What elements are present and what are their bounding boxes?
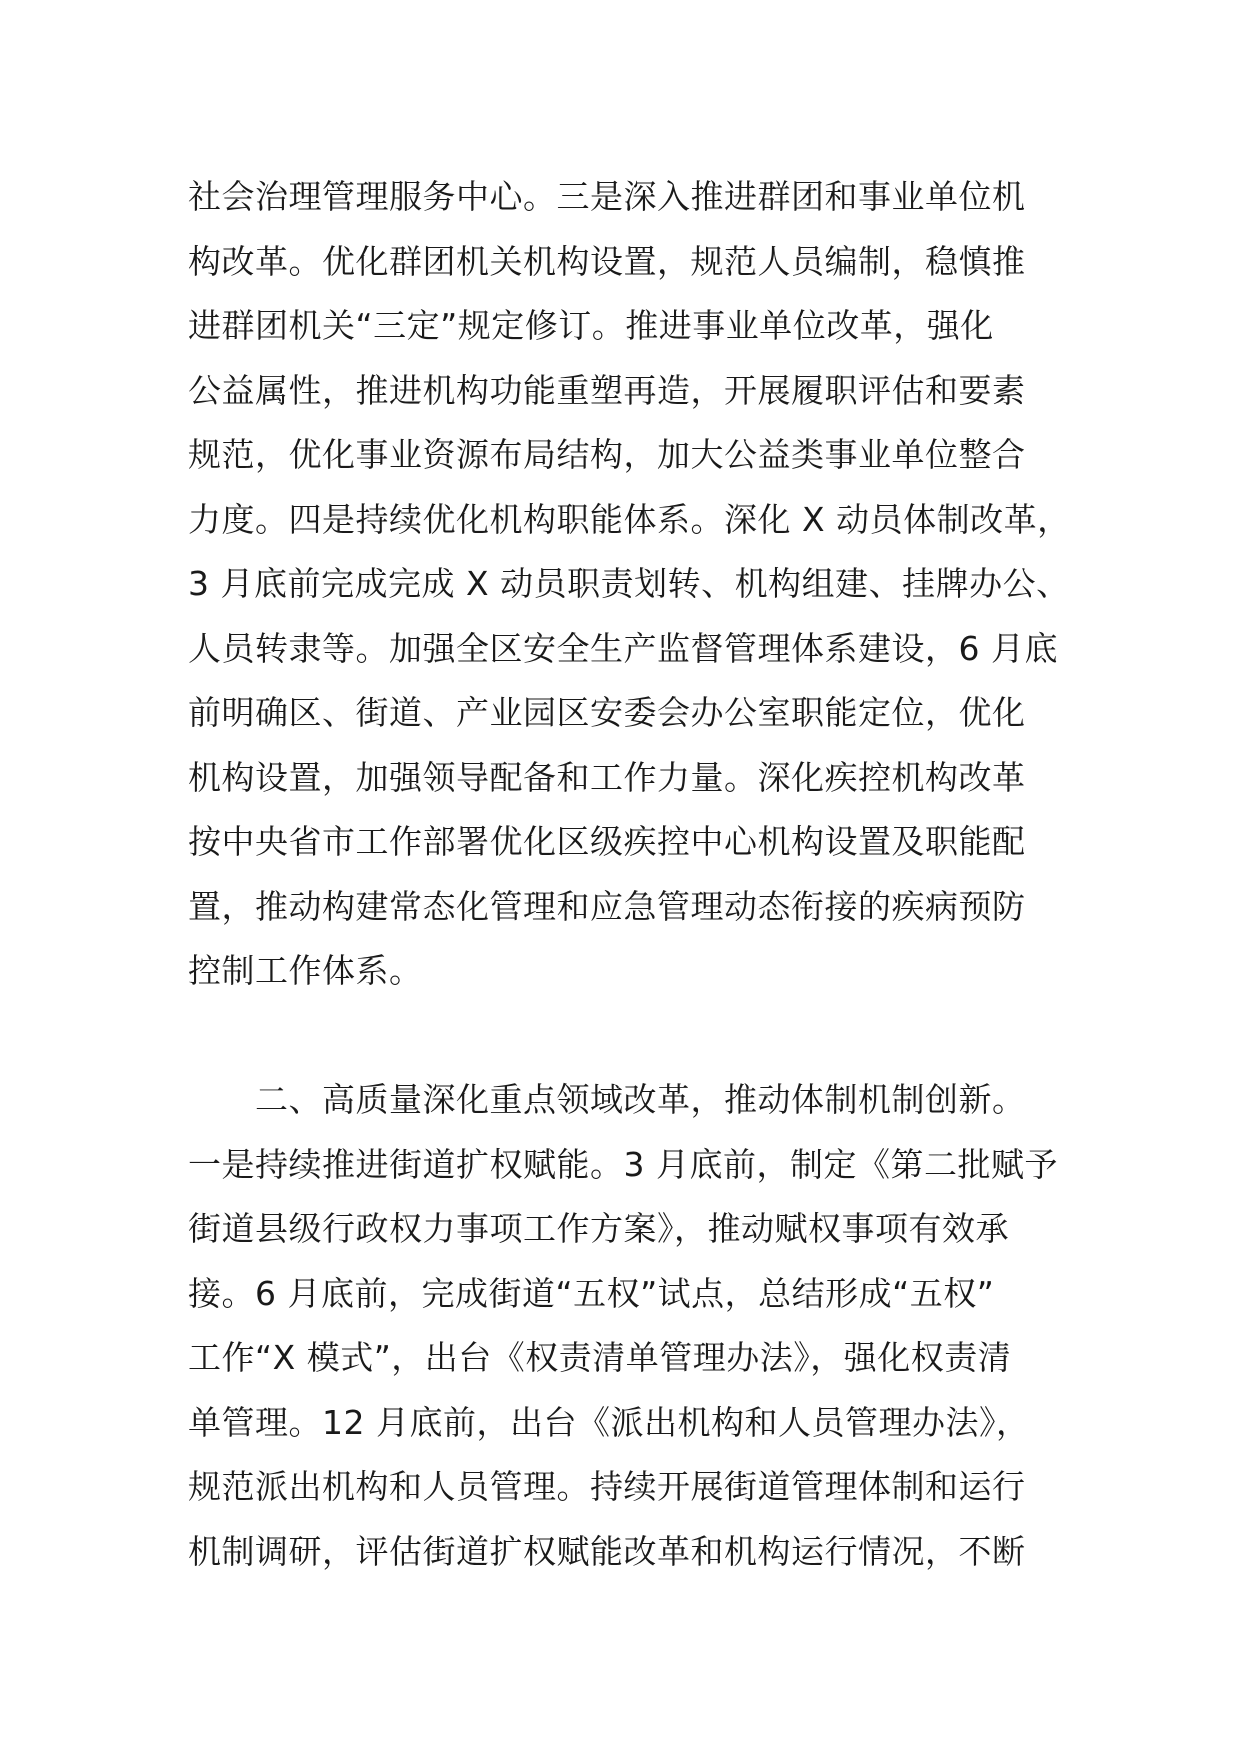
- paragraph-line: 公益属性，推进机构功能重塑再造，开展履职评估和要素: [188, 370, 1026, 410]
- paragraph-line: 3 月底前完成完成 X 动员职责划转、机构组建、挂牌办公、: [188, 564, 1070, 603]
- paragraph-line: 机构设置，加强领导配备和工作力量。深化疾控机构改革: [188, 757, 1026, 797]
- paragraph-line: 人员转隶等。加强全区安全生产监督管理体系建设，6 月底: [188, 628, 1058, 668]
- paragraph-1: [188, 165, 1088, 1004]
- paragraph-line: 进群团机关“三定”规定修订。推进事业单位改革，强化: [188, 306, 994, 345]
- paragraph-line: 单管理。12 月底前，出台《派出机构和人员管理办法》，: [188, 1402, 1030, 1442]
- paragraph-line: 规范派出机构和人员管理。持续开展街道管理体制和运行: [188, 1467, 1026, 1506]
- paragraph-line: 机制调研，评估街道扩权赋能改革和机构运行情况，不断: [188, 1531, 1026, 1571]
- paragraph-line: 控制工作体系。: [188, 951, 423, 990]
- paragraph-line: 社会治理管理服务中心。三是深入推进群团和事业单位机: [188, 177, 1026, 216]
- section-heading-line: 二、高质量深化重点领域改革，推动体制机制创新。: [188, 1080, 1026, 1119]
- paragraph-line: 置，推动构建常态化管理和应急管理动态衔接的疾病预防: [188, 886, 1026, 926]
- paragraph-line: 按中央省市工作部署优化区级疾控中心机构设置及职能配: [188, 822, 1026, 861]
- paragraph-line: 一是持续推进街道扩权赋能。3 月底前，制定《第二批赋予: [188, 1144, 1058, 1184]
- paragraph-line: 接。6 月底前，完成街道“五权”试点，总结形成“五权”: [188, 1273, 995, 1313]
- paragraph-line: 工作“X 模式”，出台《权责清单管理办法》，强化权责清: [188, 1338, 1012, 1377]
- paragraph-line: 前明确区、街道、产业园区安委会办公室职能定位，优化: [188, 693, 1026, 732]
- paragraph-line: 构改革。优化群团机关机构设置，规范人员编制，稳慎推: [188, 241, 1026, 281]
- paragraph-line: 力度。四是持续优化机构职能体系。深化 X 动员体制改革，: [188, 499, 1071, 539]
- paragraph-line: 街道县级行政权力事项工作方案》，推动赋权事项有效承: [188, 1209, 1009, 1248]
- paragraph-2: [188, 1068, 1088, 1584]
- paragraph-line: 规范，优化事业资源布局结构，加大公益类事业单位整合: [188, 435, 1026, 474]
